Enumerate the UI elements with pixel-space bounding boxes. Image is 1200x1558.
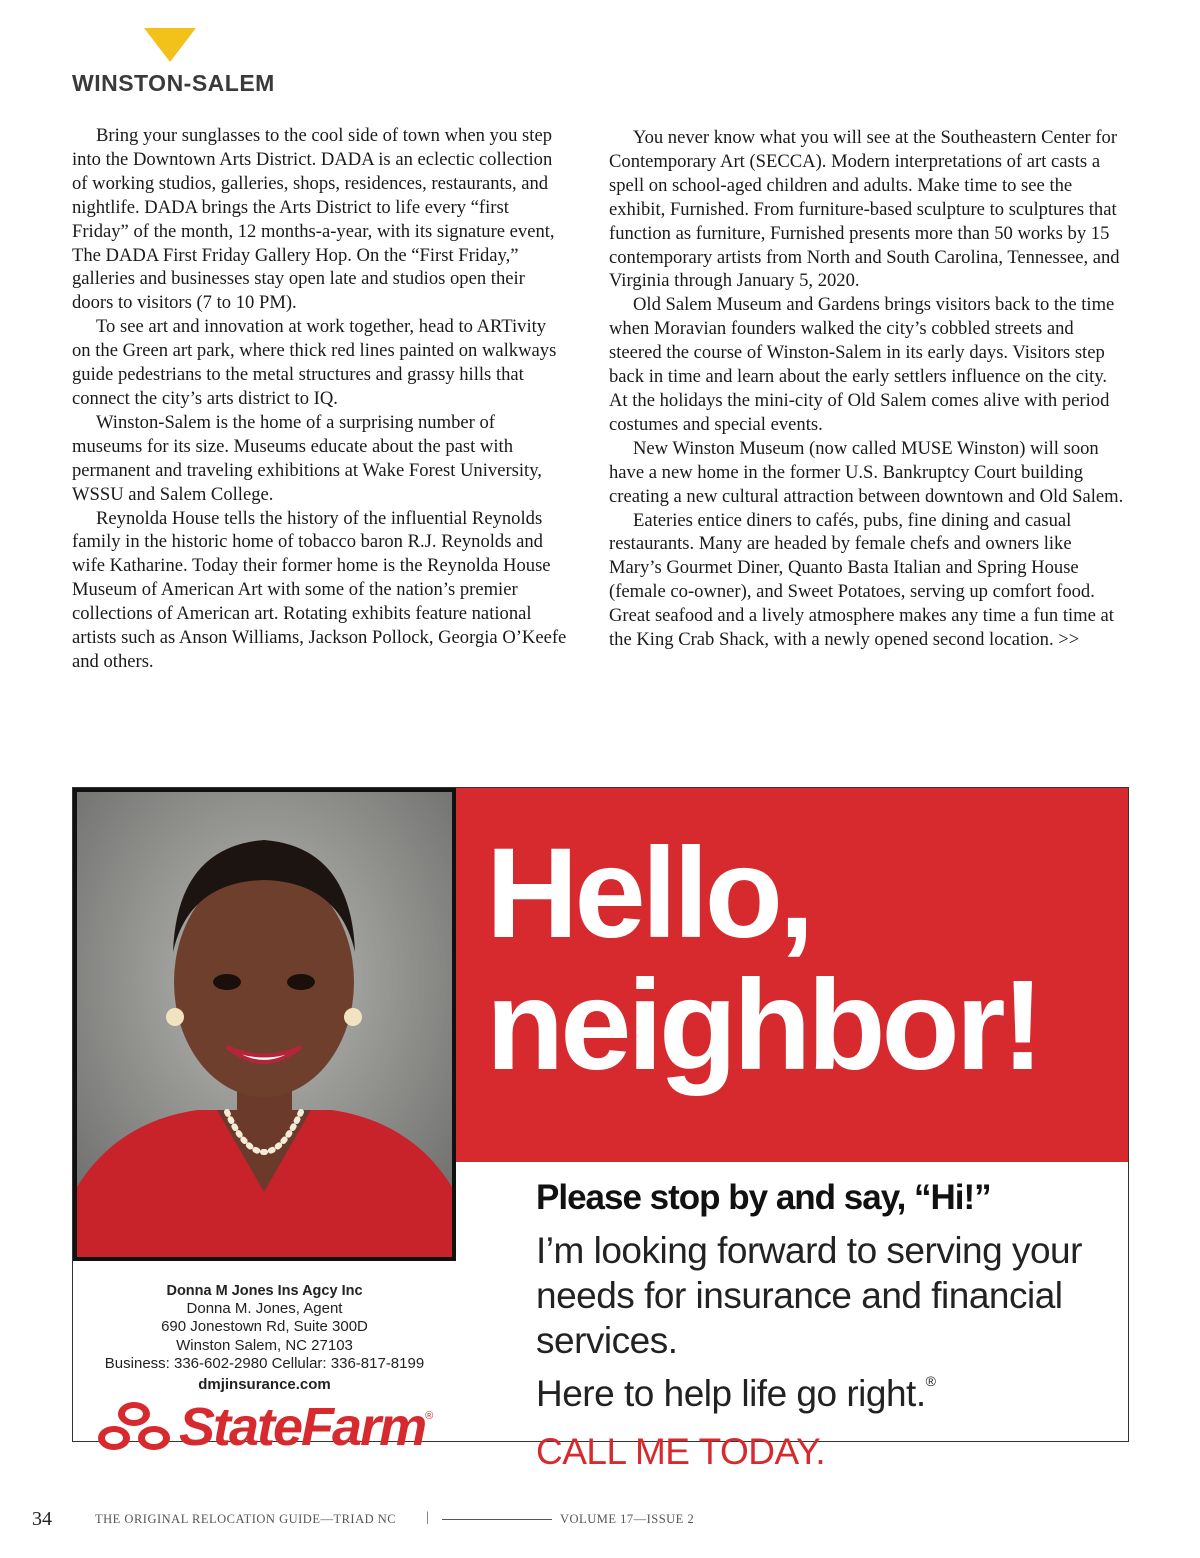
article-paragraph: Bring your sunglasses to the cool side of town when you step into the Downtown Arts District. DADA is an eclectic collection of working studios, galleries, shops, residences, restaurants, and nightlife. DADA brings the Arts District to life every “first Friday” of the month, 12 months-a-year, with its signature event, The DADA First Friday Gallery Hop. On the “First Friday,” galleries and businesses stay open late and studios open their doors to visitors (7 to 10 PM). <box>72 125 555 314</box>
footer-separator: | <box>426 1510 429 1525</box>
page-footer <box>0 1508 1200 1538</box>
article-right-column <box>609 126 1125 652</box>
article-paragraph: Winston-Salem is the home of a surprising number of museums for its size. Museums educate about the past with permanent and traveling exhibitions at Wake Forest University, WSSU and Salem College. <box>72 411 542 505</box>
article-paragraph: To see art and innovation at work together, head to ARTivity on the Green art park, where thick red lines painted on walkways guide pedestrians to the metal structures and grassy hills that connect the city’s arts district to IQ. <box>72 316 557 409</box>
article-paragraph: Eateries entice diners to cafés, pubs, fine dining and casual restaurants. Many are headed by female chefs and owners like Mary’s Gourmet Diner, Quanto Basta Italian and Spring House (female co-owner), and Sweet Potatoes, serving up comfort food. Great seafood and a lively atmosphere makes any time a fun time at the King Crab Shack, with a newly opened second location. >> <box>609 509 1114 651</box>
article-paragraph: Old Salem Museum and Gardens brings visitors back to the time when Moravian founders walked the city’s cobbled streets and steered the course of Winston-Salem in its early days. Visitors step back in time and learn about the early settlers influence on the city. At the holidays the mini-city of Old Salem comes alive with period costumes and special events. <box>609 294 1115 435</box>
ad-subhead: Please stop by and say, “Hi!” <box>536 1178 991 1217</box>
ad-headline <box>486 822 1041 1097</box>
agent-contact-block <box>73 1268 456 1393</box>
headline-line: neighbor! <box>486 954 1041 1097</box>
footer-rule <box>442 1519 552 1520</box>
section-title: WINSTON-SALEM <box>72 70 275 96</box>
brand-wordmark: StateFarm <box>179 1397 426 1457</box>
headline-line: Hello, <box>486 822 811 965</box>
agent-website-link[interactable]: dmjinsurance.com <box>198 1375 331 1393</box>
article-paragraph: Reynolda House tells the history of the influential Reynolds family in the historic home of tobacco baron R.J. Reynolds and wife Katharine. Today their former home is the Reynolda House Museum of American Art with some of the nation’s premier collections of American art. Rotating exhibits feature national artists such as Anson Williams, Jackson Pollock, Georgia O’Keefe and others. <box>72 507 567 672</box>
brand-registered-mark: ® <box>425 1410 434 1422</box>
headline-panel <box>456 788 1128 1162</box>
agency-name: Donna M Jones Ins Agcy Inc <box>166 1283 363 1299</box>
agent-photo-frame <box>73 788 456 1261</box>
page-number: 34 <box>32 1508 52 1530</box>
state-farm-logo <box>95 1396 433 1458</box>
call-to-action: CALL ME TODAY. <box>536 1431 826 1472</box>
tagline-text: Here to help life go right. <box>536 1373 926 1414</box>
agent-phones: Business: 336-602-2980 Cellular: 336-817-8199 <box>104 1355 425 1373</box>
article-left-column <box>72 124 568 674</box>
agent-address-line: 690 Jonestown Rd, Suite 300D <box>161 1318 368 1336</box>
agent-address-line: Winston Salem, NC 27103 <box>176 1336 353 1354</box>
article-paragraph: New Winston Museum (now called MUSE Winston) will soon have a new home in the former U.S. Bankruptcy Court building creating a new cultural attraction between downtown and Old Salem. <box>609 437 1124 507</box>
publication-name: THE ORIGINAL RELOCATION GUIDE—TRIAD NC <box>95 1512 397 1526</box>
ad-copy <box>536 1164 1116 1473</box>
three-ovals-icon <box>95 1400 173 1454</box>
section-marker-triangle-icon <box>144 28 196 62</box>
ad-body-text: I’m looking forward to serving your needs for insurance and financial services. <box>536 1230 1082 1361</box>
state-farm-advertisement <box>72 787 1129 1472</box>
ad-tagline <box>536 1373 1116 1415</box>
agent-portrait-icon <box>77 792 452 1257</box>
tagline-registered-mark: ® <box>925 1373 936 1389</box>
article-paragraph: You never know what you will see at the Southeastern Center for Contemporary Art (SECCA). Modern interpretations of art casts a spell on school-aged children and adults. Make time to see the exhibit, Furnished. From furniture-based sculpture to sculptures that function as furniture, Furnished presents more than 50 works by 15 contemporary artists from North and South Carolina, Tennessee, and Virginia through January 5, 2020. <box>609 127 1120 292</box>
agent-name: Donna M. Jones, Agent <box>186 1300 343 1317</box>
volume-issue: VOLUME 17—ISSUE 2 <box>560 1512 695 1526</box>
